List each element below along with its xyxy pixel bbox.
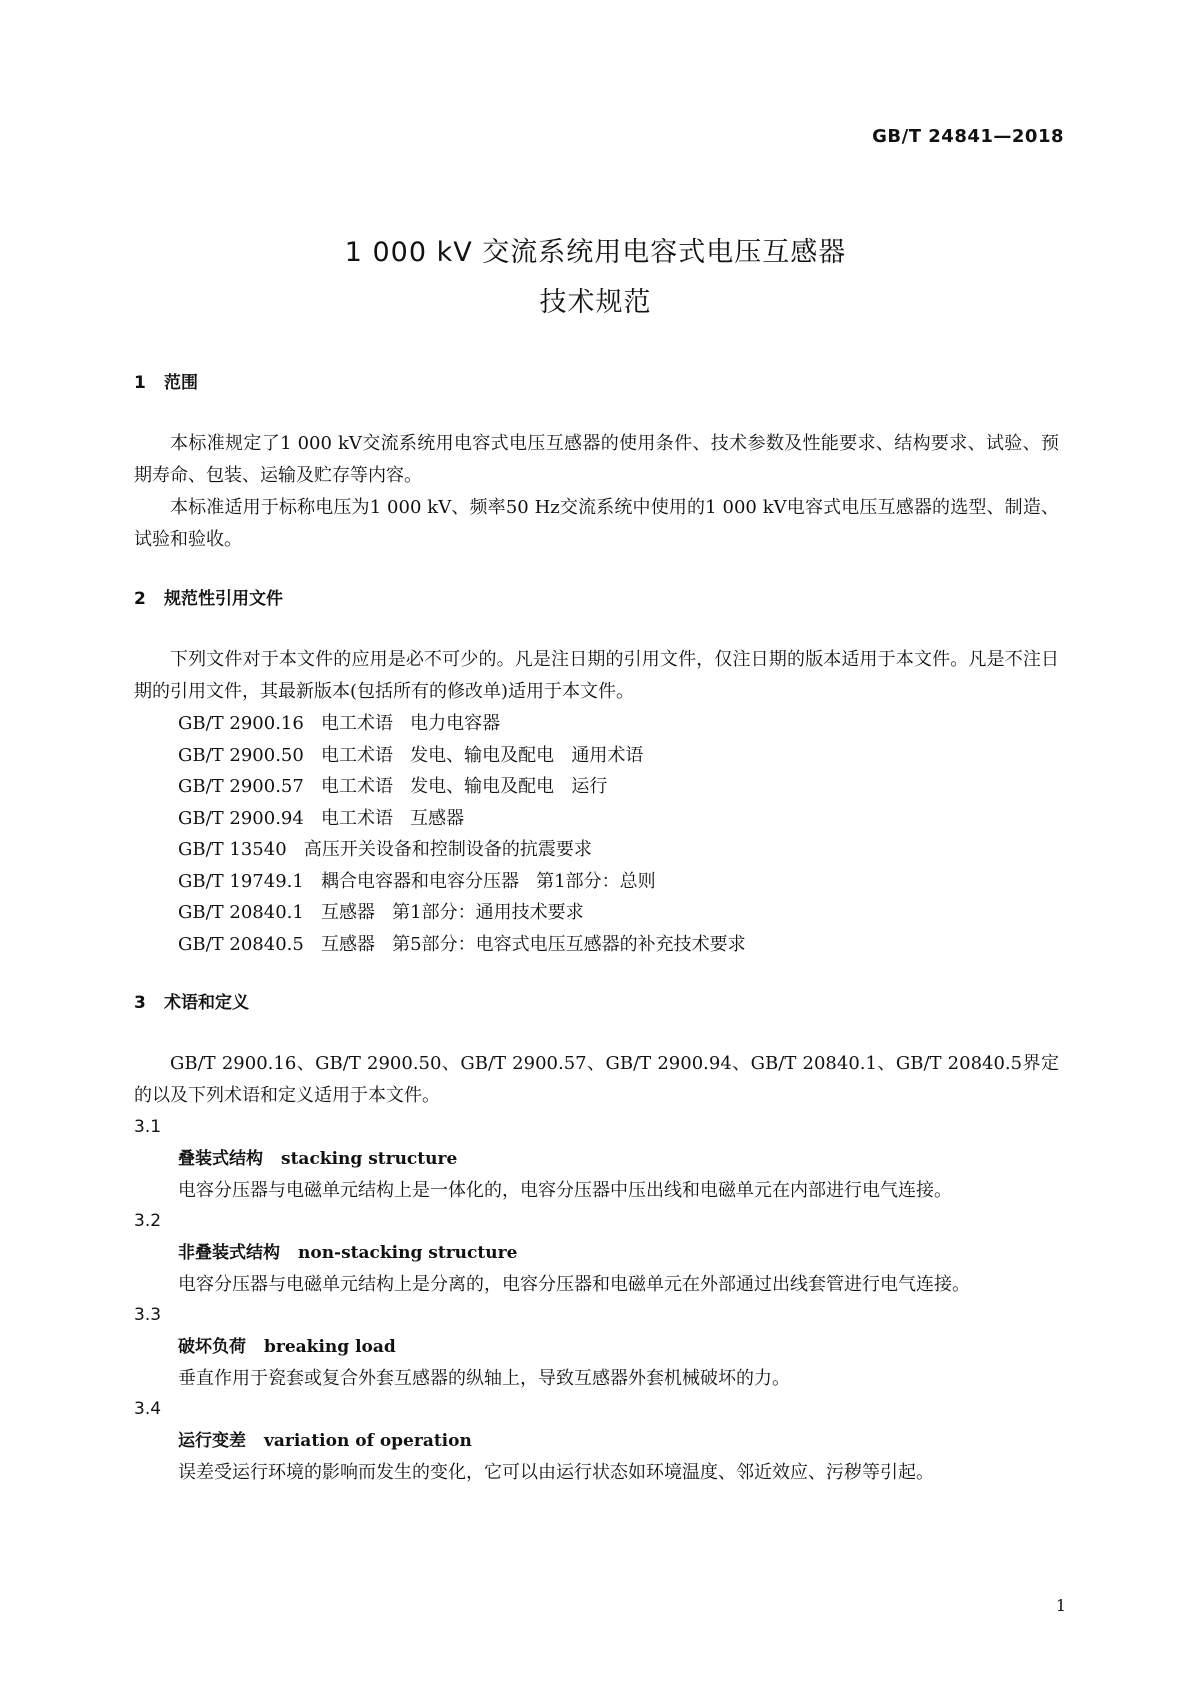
- section-number: 1: [134, 373, 146, 393]
- term-name-en: breaking load: [264, 1337, 396, 1357]
- term-name-zh: 运行变差: [178, 1431, 246, 1451]
- standard-number: GB/T 24841—2018: [872, 126, 1064, 147]
- reference-item: GB/T 13540 高压开关设备和控制设备的抗震要求: [178, 839, 592, 860]
- reference-item: GB/T 2900.16 电工术语 电力电容器: [178, 713, 501, 734]
- term-number: 3.4: [134, 1399, 162, 1419]
- section-title: 术语和定义: [164, 993, 249, 1013]
- page-number: 1: [1055, 1596, 1066, 1615]
- section-title: 规范性引用文件: [164, 589, 283, 609]
- term-name: [134, 1143, 1059, 1175]
- reference-item: GB/T 2900.57 电工术语 发电、输电及配电 运行: [178, 776, 608, 797]
- term-name-en: non-stacking structure: [298, 1243, 518, 1263]
- section-number: 2: [134, 589, 146, 609]
- term-definition: 垂直作用于瓷套或复合外套互感器的纵轴上，导致互感器外套机械破坏的力。: [178, 1368, 790, 1389]
- section-heading-references: [134, 584, 1059, 614]
- reference-item: GB/T 2900.94 电工术语 互感器: [178, 807, 465, 829]
- section-title: 范围: [164, 373, 198, 393]
- scope-paragraph-2: 本标准适用于标称电压为1 000 kV、频率50 Hz交流系统中使用的1 000 kV电容式电压互感器的选型、制造、试验和验收。: [134, 497, 1059, 550]
- section-heading-scope: [134, 368, 1059, 398]
- scope-paragraph-1: 本标准规定了1 000 kV交流系统用电容式电压互感器的使用条件、技术参数及性能要求、结构要求、试验、预期寿命、包装、运输及贮存等内容。: [134, 433, 1059, 486]
- term-definition: 电容分压器与电磁单元结构上是一体化的，电容分压器中压出线和电磁单元在内部进行电气连接。: [178, 1180, 952, 1201]
- term-name: [134, 1425, 1059, 1457]
- term-name: [134, 1331, 1059, 1363]
- term-name-en: variation of operation: [264, 1431, 472, 1451]
- references-intro: 下列文件对于本文件的应用是必不可少的。凡是注日期的引用文件，仅注日期的版本适用于本文件。凡是不注日期的引用文件，其最新版本(包括所有的修改单)适用于本文件。: [134, 649, 1059, 702]
- reference-item: GB/T 19749.1 耦合电容器和电容分压器 第1部分：总则: [178, 870, 656, 892]
- term-name-zh: 非叠装式结构: [178, 1243, 280, 1263]
- terms-intro: GB/T 2900.16、GB/T 2900.50、GB/T 2900.57、GB/T 2900.94、GB/T 20840.1、GB/T 20840.5界定的以及下列术语和定义适用于本文件。: [134, 1053, 1059, 1106]
- term-name-en: stacking structure: [281, 1149, 458, 1169]
- section-number: 3: [134, 993, 146, 1013]
- term-number: 3.2: [134, 1211, 162, 1231]
- title-line-2: 技术规范: [539, 287, 652, 318]
- title-line-1: 1 000 kV 交流系统用电容式电压互感器: [344, 237, 847, 268]
- reference-item: GB/T 2900.50 电工术语 发电、输电及配电 通用术语: [178, 744, 644, 766]
- term-name-zh: 叠装式结构: [178, 1149, 263, 1169]
- term-definition: 电容分压器与电磁单元结构上是分离的，电容分压器和电磁单元在外部通过出线套管进行电气连接。: [178, 1274, 970, 1295]
- reference-item: GB/T 20840.1 互感器 第1部分：通用技术要求: [178, 902, 584, 923]
- term-name-zh: 破坏负荷: [178, 1337, 246, 1357]
- term-definition: 误差受运行环境的影响而发生的变化，它可以由运行状态如环境温度、邻近效应、污秽等引起。: [178, 1462, 934, 1483]
- document-title: [0, 228, 1191, 328]
- term-name: [134, 1237, 1059, 1269]
- section-heading-terms: [134, 988, 1059, 1018]
- term-number: 3.1: [134, 1117, 162, 1137]
- term-number: 3.3: [134, 1305, 162, 1325]
- document-body: [134, 368, 1059, 1488]
- reference-item: GB/T 20840.5 互感器 第5部分：电容式电压互感器的补充技术要求: [178, 933, 746, 955]
